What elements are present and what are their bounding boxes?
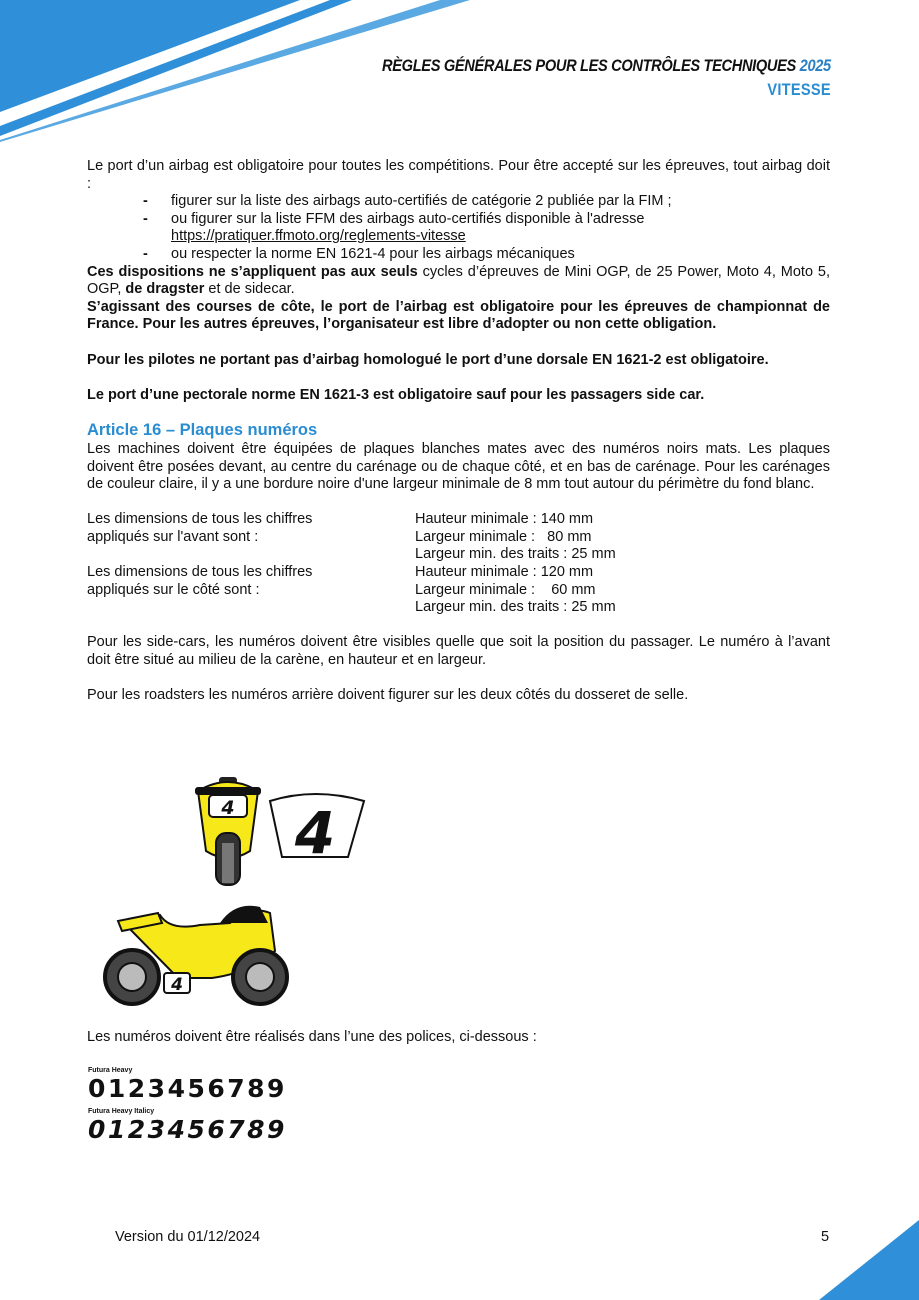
airbag-intro: Le port d’un airbag est obligatoire pour toutes les compétitions. Pour être accepté sur les épreuves, tout airbag doit : xyxy=(87,158,830,192)
font-samples xyxy=(88,1066,287,1144)
front-plate-number: 4 xyxy=(221,797,235,819)
sidecar-paragraph: Pour les side-cars, les numéros doivent être visibles quelle que soit la position du passager. Le numéro à l’avant doit être situé au milieu de la carène, en hauteur et en largeur. xyxy=(87,634,830,669)
hillclimb-rule: S’agissant des courses de côte, le port de l’airbag est obligatoire pour les épreuves de championnat de France. Pour les autres épreuves, l’organisateur est libre d’adopter ou non cette obligation. xyxy=(87,298,830,333)
document-subtitle: VITESSE xyxy=(767,80,831,99)
side-dimensions: Les dimensions de tous les chiffres appliqués sur le côté sont : Hauteur minimale : 120 mm Largeur minimale : 60 mm Largeur min. des traits : 25 mm xyxy=(87,564,616,616)
side-plate-number: 4 xyxy=(171,975,183,995)
footer-version: Version du 01/12/2024 xyxy=(115,1229,261,1245)
article-heading: Article 16 – Plaques numéros xyxy=(87,421,318,440)
page-number: 5 xyxy=(821,1229,830,1245)
list-item: - figurer sur la liste des airbags auto-certifiés de catégorie 2 publiée par la FIM ; xyxy=(143,193,672,210)
number-plate-illustration xyxy=(100,773,375,1013)
pectorale-rule: Le port d’une pectorale norme EN 1621-3 est obligatoire sauf pour les passagers side car. xyxy=(87,386,705,403)
font-sample-digits: 0123456789 xyxy=(88,1115,287,1144)
plates-paragraph: Les machines doivent être équipées de plaques blanches mates avec des numéros noirs mats. Les plaques doivent être posées devant, au centre du carénage ou de chaque côté, et en bas de carénage. Pour les carénages de couleur claire, il y a une bordure noire d'une largeur minimale de 8 mm tout autour du périmètre du fond blanc. xyxy=(87,440,830,493)
font-sample-name: Futura Heavy Italicy xyxy=(88,1108,155,1115)
dorsale-rule: Pour les pilotes ne portant pas d’airbag homologué le port d’une dorsale EN 1621-2 est obligatoire. xyxy=(87,351,769,368)
list-item: - ou respecter la norme EN 1621-4 pour les airbags mécaniques xyxy=(143,245,575,262)
plate-detail xyxy=(270,794,364,867)
side-view-motorcycle xyxy=(105,906,287,1004)
plate-detail-number: 4 xyxy=(294,799,336,867)
airbag-exemption: Ces dispositions ne s’appliquent pas aux seuls cycles d’épreuves de Mini OGP, de 25 Power, Moto 4, Moto 5, OGP, de dragster et de sidecar. xyxy=(87,263,830,298)
reglements-link[interactable]: https://pratiquer.ffmoto.org/reglements-vitesse xyxy=(171,228,466,245)
list-item: - ou figurer sur la liste FFM des airbags auto-certifiés disponible à l'adresse https://pratiquer.ffmoto.org/reglements-vitesse xyxy=(143,210,645,245)
fonts-intro: Les numéros doivent être réalisés dans l’une des polices, ci-dessous : xyxy=(87,1029,537,1045)
font-sample-name: Futura Heavy xyxy=(88,1067,133,1074)
front-view-motorcycle xyxy=(195,777,261,885)
document-title: RÈGLES GÉNÉRALES POUR LES CONTRÔLES TECHNIQUES 2025 xyxy=(382,56,831,75)
font-sample-digits: 0123456789 xyxy=(88,1074,287,1103)
roadster-paragraph: Pour les roadsters les numéros arrière doivent figurer sur les deux côtés du dosseret de selle. xyxy=(87,687,689,704)
page-content xyxy=(87,158,830,705)
front-dimensions: Les dimensions de tous les chiffres appliqués sur l'avant sont : Hauteur minimale : 140 mm Largeur minimale : 80 mm Largeur min. des traits : 25 mm xyxy=(87,511,616,563)
footer-decoration xyxy=(819,1220,919,1300)
